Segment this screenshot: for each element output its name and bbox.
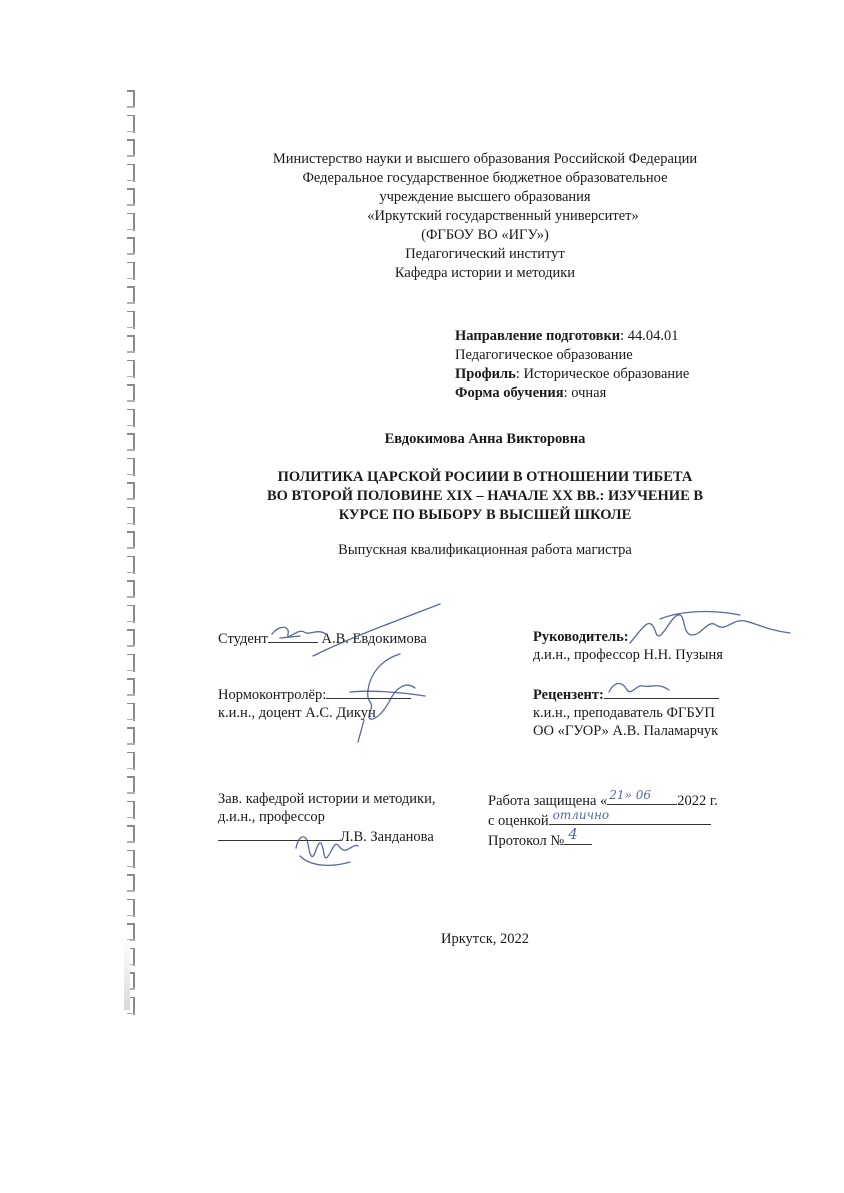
direction-value: : 44.04.01: [620, 328, 679, 344]
handwritten-date: 21» 06: [609, 788, 651, 802]
header-line: Педагогический институт: [405, 246, 565, 262]
head-signature: [290, 822, 360, 870]
spine-mark: [124, 384, 140, 402]
spine-mark: [124, 409, 140, 427]
direction-line: [455, 327, 825, 346]
spine-mark: [124, 776, 140, 794]
normocontrol-signature: [330, 650, 430, 745]
reviewer-title: к.и.н., преподаватель ФГБУП: [533, 705, 715, 721]
header-line: Федеральное государственное бюджетное образовательное: [302, 170, 668, 186]
student-label: Студент: [218, 631, 268, 647]
spine-mark: [124, 923, 140, 941]
protocol-label: Протокол №: [488, 833, 565, 849]
spine-mark: [124, 458, 140, 476]
grade-label: с оценкой: [488, 813, 549, 829]
spine-mark: [124, 482, 140, 500]
header-line: Министерство науки и высшего образования Российской Федерации: [272, 151, 698, 167]
form-value: : очная: [563, 385, 607, 401]
date-field: [607, 790, 677, 805]
direction-label: Направление подготовки: [455, 328, 621, 344]
spine-mark: [124, 580, 140, 598]
spine-mark: [124, 507, 140, 525]
spine-mark: [124, 629, 140, 647]
form-label: Форма обучения: [455, 385, 564, 401]
direction-value-2: Педагогическое образование: [455, 347, 633, 363]
supervisor-signature: [620, 605, 795, 655]
title-line: ВО ВТОРОЙ ПОЛОВИНЕ XIX – НАЧАЛЕ XX ВВ.: ИЗУЧЕНИЕ В: [266, 488, 704, 504]
reviewer-org: ОО «ГУОР» А.В. Паламарчук: [533, 723, 719, 739]
spine-mark: [124, 825, 140, 843]
profile-line: [455, 365, 825, 384]
spine-mark: [124, 262, 140, 280]
spine-mark: [124, 433, 140, 451]
spine-mark: [124, 752, 140, 770]
organization-header: [160, 150, 810, 283]
spine-mark: [124, 899, 140, 917]
spine-mark: [124, 703, 140, 721]
supervisor-title: д.и.н., профессор Н.Н. Пузыня: [533, 647, 723, 663]
spine-mark: [124, 164, 140, 182]
normocontrol-title: к.и.н., доцент А.С. Дикун: [218, 705, 376, 721]
spine-mark: [124, 605, 140, 623]
handwritten-grade: отлично: [552, 808, 610, 822]
form-line: [455, 384, 825, 403]
grade-field: [549, 810, 711, 825]
spine-mark: [124, 188, 140, 206]
spine-mark: [124, 90, 140, 108]
spine-mark: [124, 850, 140, 868]
defense-suffix: 2022 г.: [677, 793, 718, 809]
spine-mark: [124, 727, 140, 745]
spine-mark: [124, 139, 140, 157]
spine-mark: [124, 556, 140, 574]
profile-value: : Историческое образование: [515, 366, 690, 382]
spine-mark: [124, 335, 140, 353]
reviewer-signature: [605, 674, 675, 702]
defense-block: [488, 790, 718, 850]
profile-label: Профиль: [455, 366, 516, 382]
protocol-field: [564, 825, 592, 845]
spine-mark: [124, 874, 140, 892]
head-line-1: Зав. кафедрой истории и методики,: [218, 791, 436, 807]
header-line: (ФГБОУ ВО «ИГУ»): [421, 227, 549, 243]
defense-prefix: Работа защищена «: [488, 793, 608, 809]
head-line-2: д.и.н., профессор: [218, 809, 325, 825]
normocontrol-label: Нормоконтролёр:: [218, 687, 327, 703]
header-line: учреждение высшего образования: [379, 189, 591, 205]
work-type: Выпускная квалификационная работа магистра: [338, 542, 632, 558]
reviewer-label: Рецензент:: [533, 687, 604, 703]
spine-mark: [124, 311, 140, 329]
title-line: ПОЛИТИКА ЦАРСКОЙ РОСИИИ В ОТНОШЕНИИ ТИБЕТА: [277, 469, 693, 485]
spine-mark: [124, 801, 140, 819]
handwritten-protocol: 4: [568, 825, 578, 843]
spine-mark: [124, 678, 140, 696]
spine-mark: [124, 237, 140, 255]
student-name: А.В. Евдокимова: [321, 631, 427, 647]
spine-mark: [124, 654, 140, 672]
binding-shadow: [124, 940, 130, 1010]
supervisor-label: Руководитель:: [533, 629, 629, 645]
thesis-title: [160, 468, 810, 525]
spine-mark: [124, 115, 140, 133]
spine-mark: [124, 360, 140, 378]
spine-mark: [124, 286, 140, 304]
spine-mark: [124, 213, 140, 231]
head-name: Л.В. Занданова: [340, 829, 434, 845]
program-meta: [455, 327, 825, 403]
title-line: КУРСЕ ПО ВЫБОРУ В ВЫСШЕЙ ШКОЛЕ: [338, 507, 632, 523]
spine-mark: [124, 531, 140, 549]
city-year: Иркутск, 2022: [440, 931, 530, 947]
header-line: «Иркутский государственный университет»: [367, 208, 639, 224]
header-line: Кафедра истории и методики: [394, 265, 576, 281]
binding-spine-marks: [124, 90, 140, 1010]
author-name: Евдокимова Анна Викторовна: [384, 431, 586, 447]
